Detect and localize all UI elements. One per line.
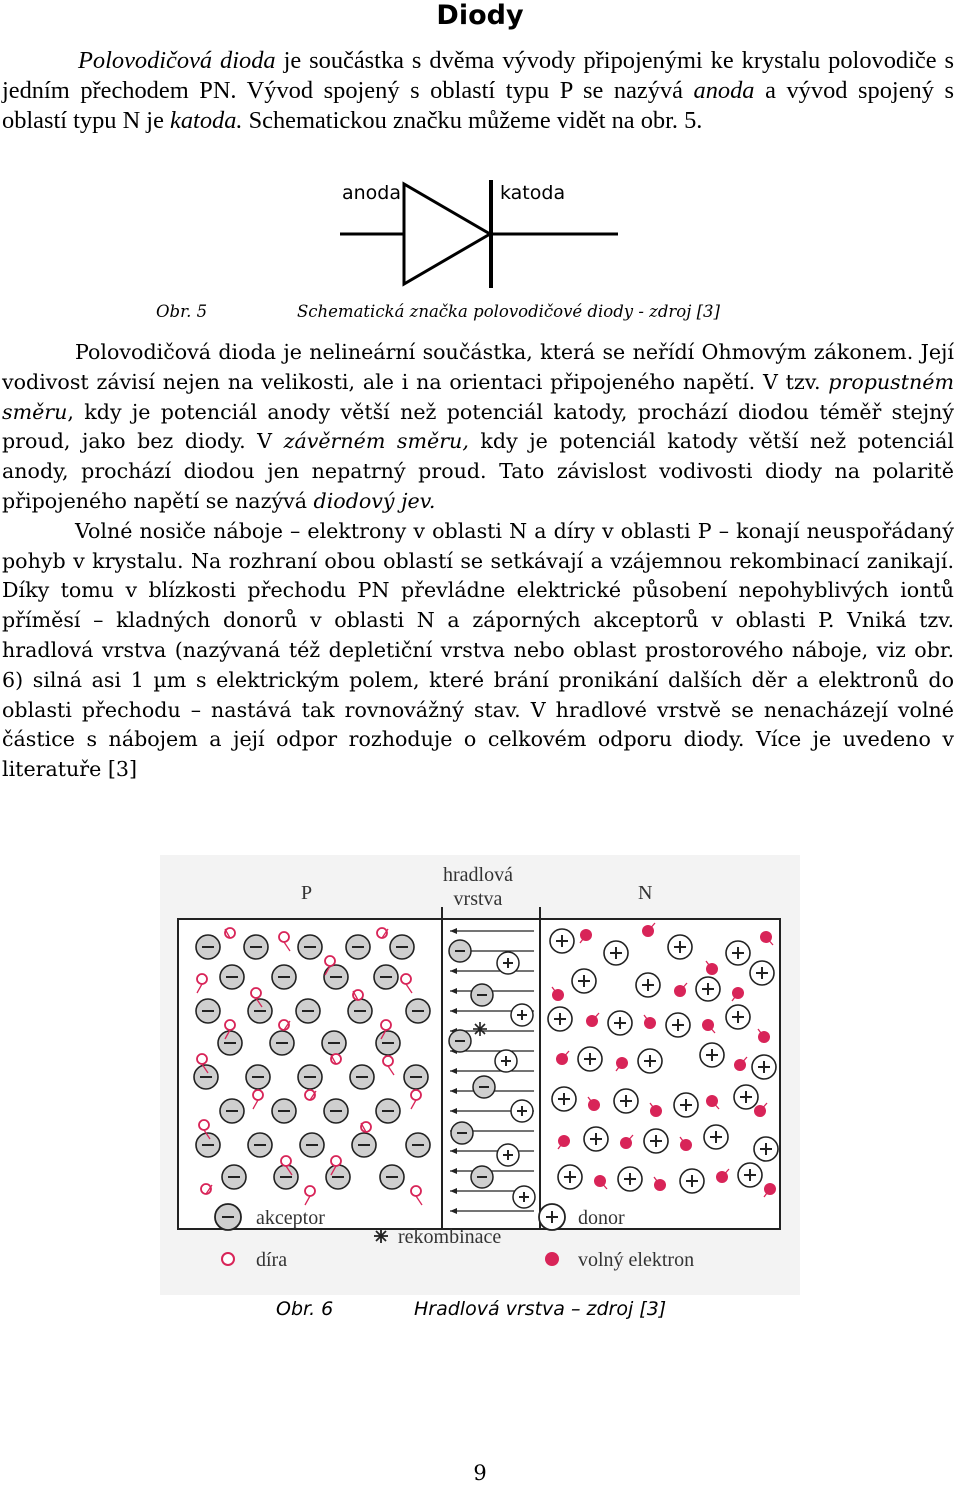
cathode-label: katoda xyxy=(500,182,566,204)
region-p-label: P xyxy=(301,882,313,904)
text-span: Volné nosiče náboje – elektrony v oblasti N a díry v oblasti P – konají neuspořádaný pohyb v krystalu. Na rozhraní obou oblastí se setkávají a vzájemnou rekombinací zanikají. Díky tomu v blízkosti přechodu PN převládne elektrické působení nepohyblivých iontů příměsí – kladných donorů v oblasti N a záporných akceptorů v oblasti P. Vniká tzv. hradlová vrstva (nazývaná též depletiční vrstva nebo oblast prostorového náboje, viz obr. 6) silná asi 1 µm s elektrickým polem, které brání pronikání dalších děr a elektronů do oblasti přechodu – nastává tak rovnovážný stav. V hradlové vrstvě se nenacházejí volné částice s nábojem a její odpor rozhoduje o celkovém odporu diody. Více je uvedeno v literatuře [3] xyxy=(2,518,954,782)
text-span: Polovodičová dioda je nelineární součástka, která se neřídí Ohmovým zákonem. Její vodivost závisí nejen na velikosti, ale i na orientaci připojeného napětí. V tzv. xyxy=(2,340,954,394)
legend-recombination-icon xyxy=(374,1229,388,1243)
term-zaverny: závěrném směru, xyxy=(283,429,469,454)
hole xyxy=(411,1186,421,1196)
paragraph-diode-function xyxy=(2,338,954,785)
figure5-caption-number: Obr. 5 xyxy=(156,302,208,321)
legend-acceptor-label: akceptor xyxy=(256,1207,325,1229)
anode-label: anoda xyxy=(342,182,402,204)
page-title: Diody xyxy=(436,0,524,31)
hole xyxy=(381,1020,391,1030)
text-span: , kdy je potenciál anody větší než potenciál katody, prochází diodou téměř stejný proud, jako bez diody. V xyxy=(2,399,954,454)
term-dioda: Polovodičová dioda xyxy=(78,47,276,74)
region-n-label: N xyxy=(638,882,653,904)
hole xyxy=(411,1090,421,1100)
depletion-layer-figure xyxy=(160,855,800,1295)
text-span: kdy je potenciál katody větší než potenciál anody, prochází diodou jen nepatrný proud. Tato závislost vodivosti diody na polaritě připojeného napětí se nazývá xyxy=(2,429,954,513)
hole xyxy=(331,1156,341,1166)
text-span: a vývod spojený s oblastí typu N je xyxy=(2,77,954,134)
text-span: je součástka s dvěma vývody připojenými ke krystalu polovodiče s jedním přechodem PN. Vývod spojený s oblastí typu P se nazývá xyxy=(2,47,954,104)
figure6-caption-text: Hradlová vrstva – zdroj [3] xyxy=(414,1298,667,1320)
hole xyxy=(401,974,411,984)
hole xyxy=(279,932,289,942)
legend-donor-label: donor xyxy=(578,1207,625,1229)
hole xyxy=(325,956,335,966)
hole xyxy=(281,1156,291,1166)
layer-label-line1: hradlová xyxy=(443,864,513,886)
hole xyxy=(197,1054,207,1064)
diode-symbol-figure xyxy=(330,172,630,292)
hole xyxy=(305,1186,315,1196)
term-katoda: katoda. xyxy=(170,107,243,134)
legend-hole-label: díra xyxy=(256,1249,288,1271)
legend-electron-label: volný elektron xyxy=(578,1249,695,1271)
legend-electron-icon xyxy=(545,1252,559,1266)
hole xyxy=(253,1090,263,1100)
layer-label-line2: vrstva xyxy=(453,888,503,910)
term-propustny: propustném směru xyxy=(2,369,954,424)
hole xyxy=(225,1020,235,1030)
page-number: 9 xyxy=(473,1461,487,1485)
hole xyxy=(197,974,207,984)
paragraph-intro xyxy=(2,46,954,136)
hole xyxy=(251,988,261,998)
term-anoda: anoda xyxy=(693,77,755,104)
legend-hole-icon xyxy=(222,1253,234,1265)
text-span: Schematickou značku můžeme vidět na obr. 5. xyxy=(242,107,703,134)
hole xyxy=(383,1056,393,1066)
hole xyxy=(199,1120,209,1130)
diode-triangle xyxy=(404,184,490,284)
figure6-caption-number: Obr. 6 xyxy=(276,1298,334,1320)
term-diodovy-jev: diodový jev. xyxy=(313,488,436,513)
legend-recombination-label: rekombinace xyxy=(398,1226,502,1248)
figure5-caption-text: Schematická značka polovodičové diody - zdroj [3] xyxy=(297,302,720,321)
